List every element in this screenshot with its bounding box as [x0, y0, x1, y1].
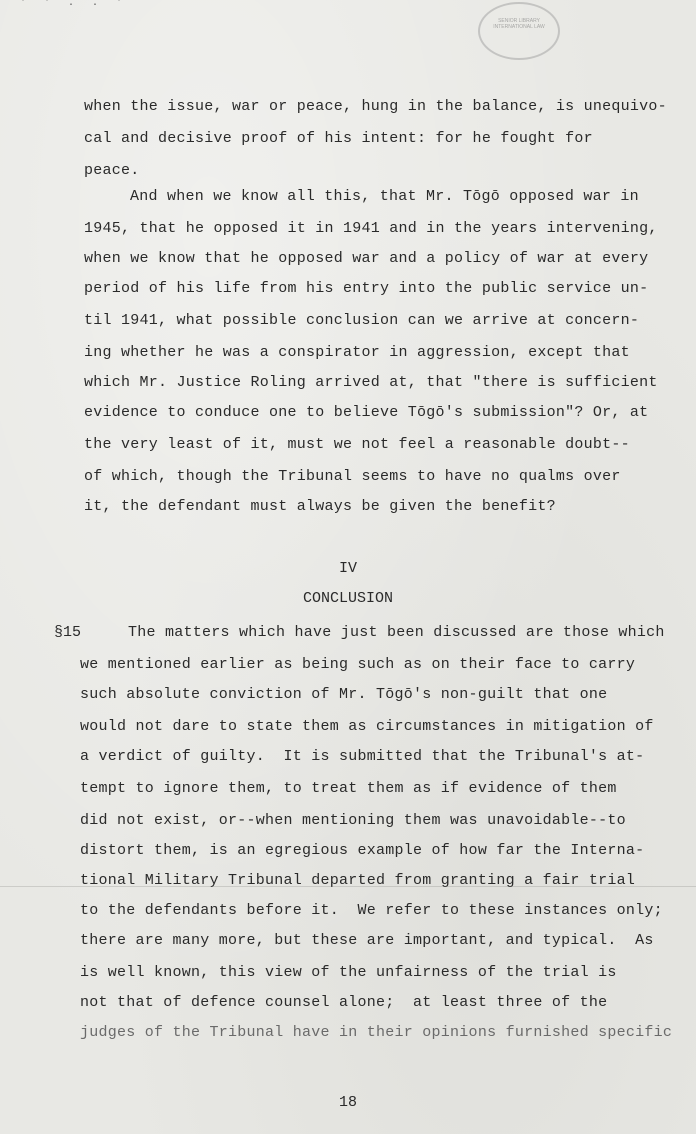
text-line: of which, though the Tribunal seems to have no qualms over — [84, 468, 621, 485]
section-marker: §15 — [54, 624, 82, 641]
text-line: peace. — [84, 162, 140, 179]
text-line: the very least of it, must we not feel a reasonable doubt-- — [84, 436, 630, 453]
page-number: 18 — [338, 1094, 357, 1111]
text-line: such absolute conviction of Mr. Tōgō's non-guilt that one — [80, 686, 608, 703]
text-line: til 1941, what possible conclusion can we arrive at concern- — [84, 312, 640, 329]
text-line: there are many more, but these are important, and typical. As — [80, 932, 654, 949]
stamp-text: SENIOR LIBRARY INTERNATIONAL LAW — [493, 18, 545, 30]
text-line: 1945, that he opposed it in 1941 and in the years intervening, — [84, 220, 658, 237]
page-specks: ˙ ˙ · · ˙ — [20, 0, 129, 11]
text-line: would not dare to state them as circumstances in mitigation of — [80, 718, 654, 735]
text-line: to the defendants before it. We refer to these instances only; — [80, 902, 663, 919]
text-line: a verdict of guilty. It is submitted that the Tribunal's at- — [80, 748, 645, 765]
text-line: which Mr. Justice Roling arrived at, that "there is sufficient — [84, 374, 658, 391]
text-line: when we know that he opposed war and a policy of war at every — [84, 250, 649, 267]
library-stamp — [478, 2, 560, 60]
text-line: tempt to ignore them, to treat them as if evidence of them — [80, 780, 617, 797]
text-line: cal and decisive proof of his intent: for he fought for — [84, 130, 593, 147]
text-line: did not exist, or--when mentioning them was unavoidable--to — [80, 812, 626, 829]
text-line: distort them, is an egregious example of how far the Interna- — [80, 842, 645, 859]
text-line: And when we know all this, that Mr. Tōgō opposed war in — [130, 188, 639, 205]
text-line: The matters which have just been discussed are those which — [128, 624, 665, 641]
text-line: ing whether he was a conspirator in aggression, except that — [84, 344, 630, 361]
text-line: when the issue, war or peace, hung in the balance, is unequivo- — [84, 98, 667, 115]
paper-fold — [0, 886, 696, 887]
section-title: CONCLUSION — [302, 590, 393, 607]
text-line: it, the defendant must always be given the benefit? — [84, 498, 556, 515]
text-line: period of his life from his entry into the public service un- — [84, 280, 649, 297]
text-line: evidence to conduce one to believe Tōgō's submission"? Or, at — [84, 404, 649, 421]
text-line: not that of defence counsel alone; at least three of the — [80, 994, 608, 1011]
text-line: we mentioned earlier as being such as on their face to carry — [80, 656, 636, 673]
text-line: is well known, this view of the unfairness of the trial is — [80, 964, 617, 981]
section-number: IV — [338, 560, 357, 577]
text-line: judges of the Tribunal have in their opinions furnished specific — [80, 1024, 673, 1041]
text-line: tional Military Tribunal departed from granting a fair trial — [80, 872, 636, 889]
